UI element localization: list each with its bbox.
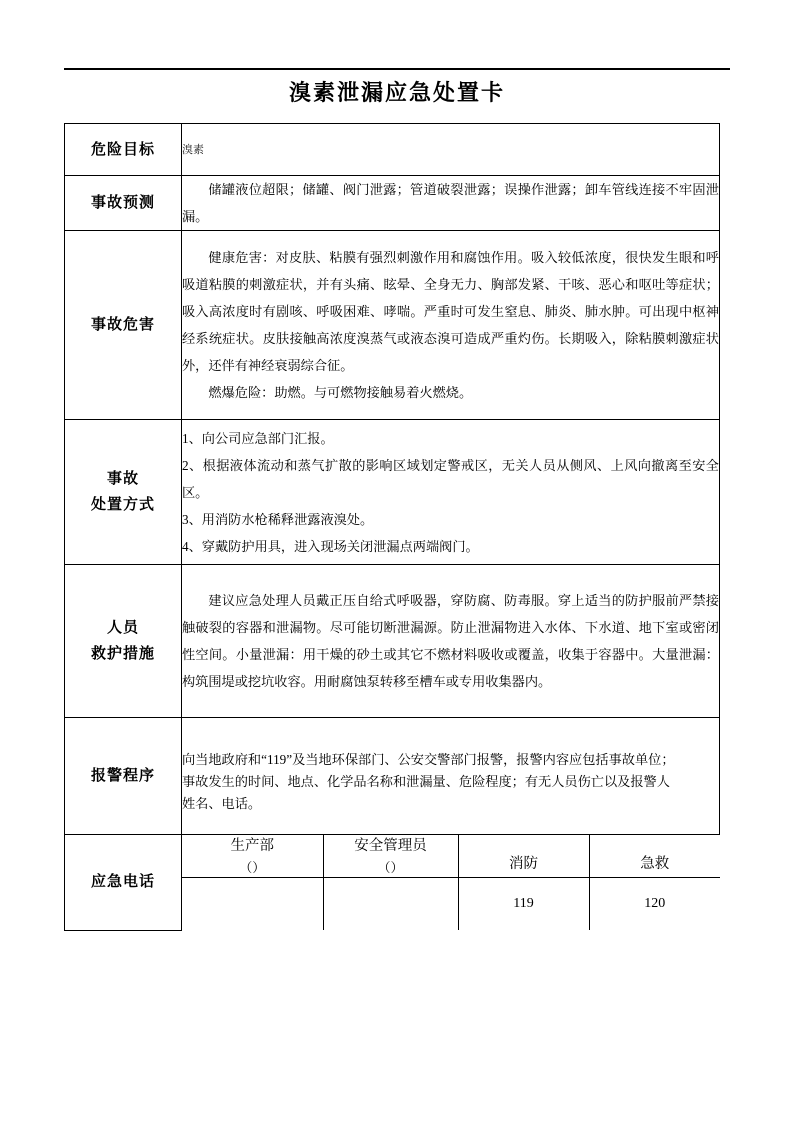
phone-value-production[interactable] bbox=[182, 878, 323, 931]
emergency-card-table bbox=[64, 123, 720, 931]
disposal-methods-list bbox=[182, 420, 720, 565]
disposal-label-line1: 事故 bbox=[106, 470, 139, 487]
row-label-accident-prediction: 事故预测 bbox=[65, 176, 182, 231]
disposal-item-2: 2、根据液体流动和蒸气扩散的影响区域划定警戒区，无关人员从侧风、上风向撤离至安全区。 bbox=[182, 457, 719, 500]
row-label-emergency-phones: 应急电话 bbox=[65, 835, 182, 931]
rescue-measures-text bbox=[182, 565, 720, 718]
table-row-accident-prediction bbox=[65, 176, 720, 231]
row-label-rescue-measures bbox=[65, 565, 182, 718]
header-rule bbox=[64, 68, 730, 70]
page-title: 溴素泄漏应急处置卡 bbox=[288, 80, 505, 105]
phone-header-production-paren: （） bbox=[239, 860, 266, 875]
phone-value-fire[interactable]: 119 bbox=[458, 878, 589, 931]
phone-value-ambulance[interactable]: 120 bbox=[589, 878, 720, 931]
phone-header-safety-officer bbox=[323, 835, 458, 878]
disposal-item-3: 3、用消防水枪稀释泄露液溴处。 bbox=[182, 511, 374, 527]
accident-prediction-text bbox=[182, 176, 720, 231]
row-label-hazard-target: 危险目标 bbox=[65, 124, 182, 176]
phone-header-production-name: 生产部 bbox=[230, 838, 274, 854]
phone-value-row bbox=[182, 878, 720, 931]
hazard-target-value: 溴素 bbox=[182, 124, 720, 176]
alarm-line-1: 向当地政府和“119”及当地环保部门、公安交警部门报警，报警内容应包括事故单位； bbox=[182, 752, 675, 767]
phone-header-safety-officer-name: 安全管理员 bbox=[354, 838, 427, 854]
disposal-item-4: 4、穿戴防护用具，进入现场关闭泄漏点两端阀门。 bbox=[182, 538, 479, 554]
table-row-rescue-measures bbox=[65, 565, 720, 718]
table-row-alarm-procedure bbox=[65, 718, 720, 835]
accident-hazards-text bbox=[182, 231, 720, 420]
row-label-alarm-procedure: 报警程序 bbox=[65, 718, 182, 835]
table-row-disposal-methods bbox=[65, 420, 720, 565]
phone-header-production bbox=[182, 835, 323, 878]
accident-prediction-paragraph: 储罐液位超限；储罐、阀门泄露；管道破裂泄露；误操作泄露；卸车管线连接不牢固泄漏。 bbox=[182, 182, 719, 224]
phone-header-fire bbox=[458, 835, 589, 878]
phone-value-safety-officer[interactable] bbox=[323, 878, 458, 931]
table-row-hazard-target bbox=[65, 124, 720, 176]
row-label-accident-hazards: 事故危害 bbox=[65, 231, 182, 420]
table-row-emergency-phones bbox=[65, 835, 720, 931]
table-row-accident-hazards bbox=[65, 231, 720, 420]
phone-header-row bbox=[182, 835, 720, 878]
disposal-label-line2: 处置方式 bbox=[90, 496, 155, 513]
rescue-measures-paragraph: 建议应急处理人员戴正压自给式呼吸器，穿防腐、防毒服。穿上适当的防护服前严禁接触破裂的容器和泄漏物。尽可能切断泄漏源。防止泄漏物进入水体、下水道、地下室或密闭性空间。小量泄漏：用干燥的砂土或其它不燃材料吸收或覆盖，收集于容器中。大量泄漏：构筑围堤或挖坑收容。用耐腐蚀泵转移至槽车或专用收集器内。 bbox=[182, 593, 719, 689]
row-label-disposal-methods bbox=[65, 420, 182, 565]
phone-header-safety-officer-paren: （） bbox=[377, 860, 404, 875]
alarm-line-2: 事故发生的时间、地点、化学品名称和泄漏量、危险程度；有无人员伤亡以及报警人 bbox=[182, 774, 670, 789]
rescue-label-line2: 救护措施 bbox=[90, 645, 155, 662]
phone-header-fire-name: 消防 bbox=[509, 855, 538, 872]
phone-header-ambulance bbox=[589, 835, 720, 878]
rescue-label-line1: 人员 bbox=[106, 619, 139, 636]
hazard-paragraph-explosion: 燃爆危险：助燃。与可燃物接触易着火燃烧。 bbox=[208, 385, 473, 400]
emergency-phones-container bbox=[182, 835, 720, 931]
disposal-item-1: 1、向公司应急部门汇报。 bbox=[182, 430, 334, 446]
alarm-line-3: 姓名、电话。 bbox=[182, 796, 262, 811]
phone-header-ambulance-name: 急救 bbox=[640, 855, 670, 872]
alarm-procedure-text bbox=[182, 718, 720, 835]
hazard-paragraph-health: 健康危害：对皮肤、粘膜有强烈刺激作用和腐蚀作用。吸入较低浓度，很快发生眼和呼吸道粘膜的刺激症状，并有头痛、眩晕、全身无力、胸部发紧、干咳、恶心和呕吐等症状；吸入高浓度时有剧咳、呼吸困难、哮喘。严重时可发生窒息、肺炎、肺水肿。可出现中枢神经系统症状。皮肤接触高浓度溴蒸气或液态溴可造成严重灼伤。长期吸入，除粘膜刺激症状外，还伴有神经衰弱综合征。 bbox=[182, 250, 719, 373]
emergency-phone-table bbox=[182, 835, 720, 930]
